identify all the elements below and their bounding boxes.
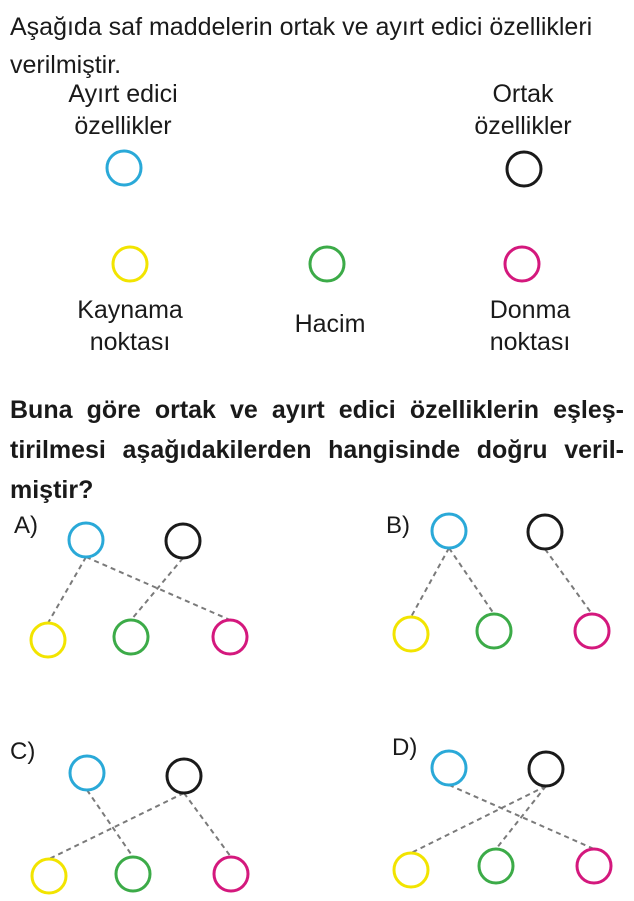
question-line-2: tirilmesi aşağıdakilerden hangisinde doğru veril- [10, 436, 624, 464]
option-b-link-distinguishing-volume [449, 548, 494, 614]
distinguishing-label-line-1: Ayırt edici [68, 80, 178, 108]
option-d-link-common-volume [496, 786, 546, 849]
intro-line-1: Aşağıda saf maddelerin ortak ve ayırt edici özellikleri [10, 13, 593, 41]
option-c-volume-circle [116, 857, 150, 891]
option-d-freezing-circle [577, 849, 611, 883]
boiling-label-line-2: noktası [89, 328, 171, 356]
option-b-volume-circle [477, 614, 511, 648]
option-a-freezing-circle [213, 620, 247, 654]
volume-label-text: Hacim [294, 310, 366, 338]
option-a-boiling-circle [31, 623, 65, 657]
option-a-distinguishing-circle [69, 523, 103, 557]
option-d-volume-circle [479, 849, 513, 883]
option-a-link-common-volume [131, 558, 183, 620]
option-b-link-distinguishing-boiling [411, 548, 449, 617]
distinguishing-label-line-2: özellikler [74, 112, 172, 140]
option-c-common-circle [167, 759, 201, 793]
common-label-line-1: Ortak [492, 80, 554, 108]
option-d-distinguishing-circle [432, 751, 466, 785]
option-b-freezing-circle [575, 614, 609, 648]
option-a-volume-circle [114, 620, 148, 654]
option-b-common-circle [528, 515, 562, 549]
question-line-3: miştir? [10, 476, 94, 504]
option-c-link-common-freezing [184, 793, 231, 857]
option-d-boiling-circle [394, 853, 428, 887]
option-b-label[interactable]: B) [386, 512, 410, 539]
option-a-label[interactable]: A) [14, 512, 38, 539]
option-d-common-circle [529, 752, 563, 786]
freezing-label-line-1: Donma [489, 296, 571, 324]
legend-freezing-circle [505, 247, 539, 281]
legend-distinguishing-circle [107, 151, 141, 185]
option-a-common-circle [166, 524, 200, 558]
question-line-1: Buna göre ortak ve ayırt edici özelliklerin eşleş- [10, 396, 624, 424]
option-c-boiling-circle [32, 859, 66, 893]
option-a-link-distinguishing-boiling [48, 557, 86, 623]
option-b-boiling-circle [394, 617, 428, 651]
freezing-label-line-2: noktası [489, 328, 571, 356]
option-c-freezing-circle [214, 857, 248, 891]
intro-line-2: verilmiştir. [10, 51, 122, 79]
option-c-link-distinguishing-volume [87, 790, 133, 857]
legend-boiling-circle [113, 247, 147, 281]
option-b-distinguishing-circle [432, 514, 466, 548]
option-d-label[interactable]: D) [392, 734, 418, 761]
option-c-link-common-boiling [49, 793, 184, 859]
option-c-distinguishing-circle [70, 756, 104, 790]
common-label-line-2: özellikler [474, 112, 572, 140]
boiling-label-line-1: Kaynama [77, 296, 183, 324]
legend-volume-circle [310, 247, 344, 281]
option-b-link-common-freezing [545, 549, 592, 614]
legend-common-circle [507, 152, 541, 186]
option-c-label[interactable]: C) [10, 738, 36, 765]
